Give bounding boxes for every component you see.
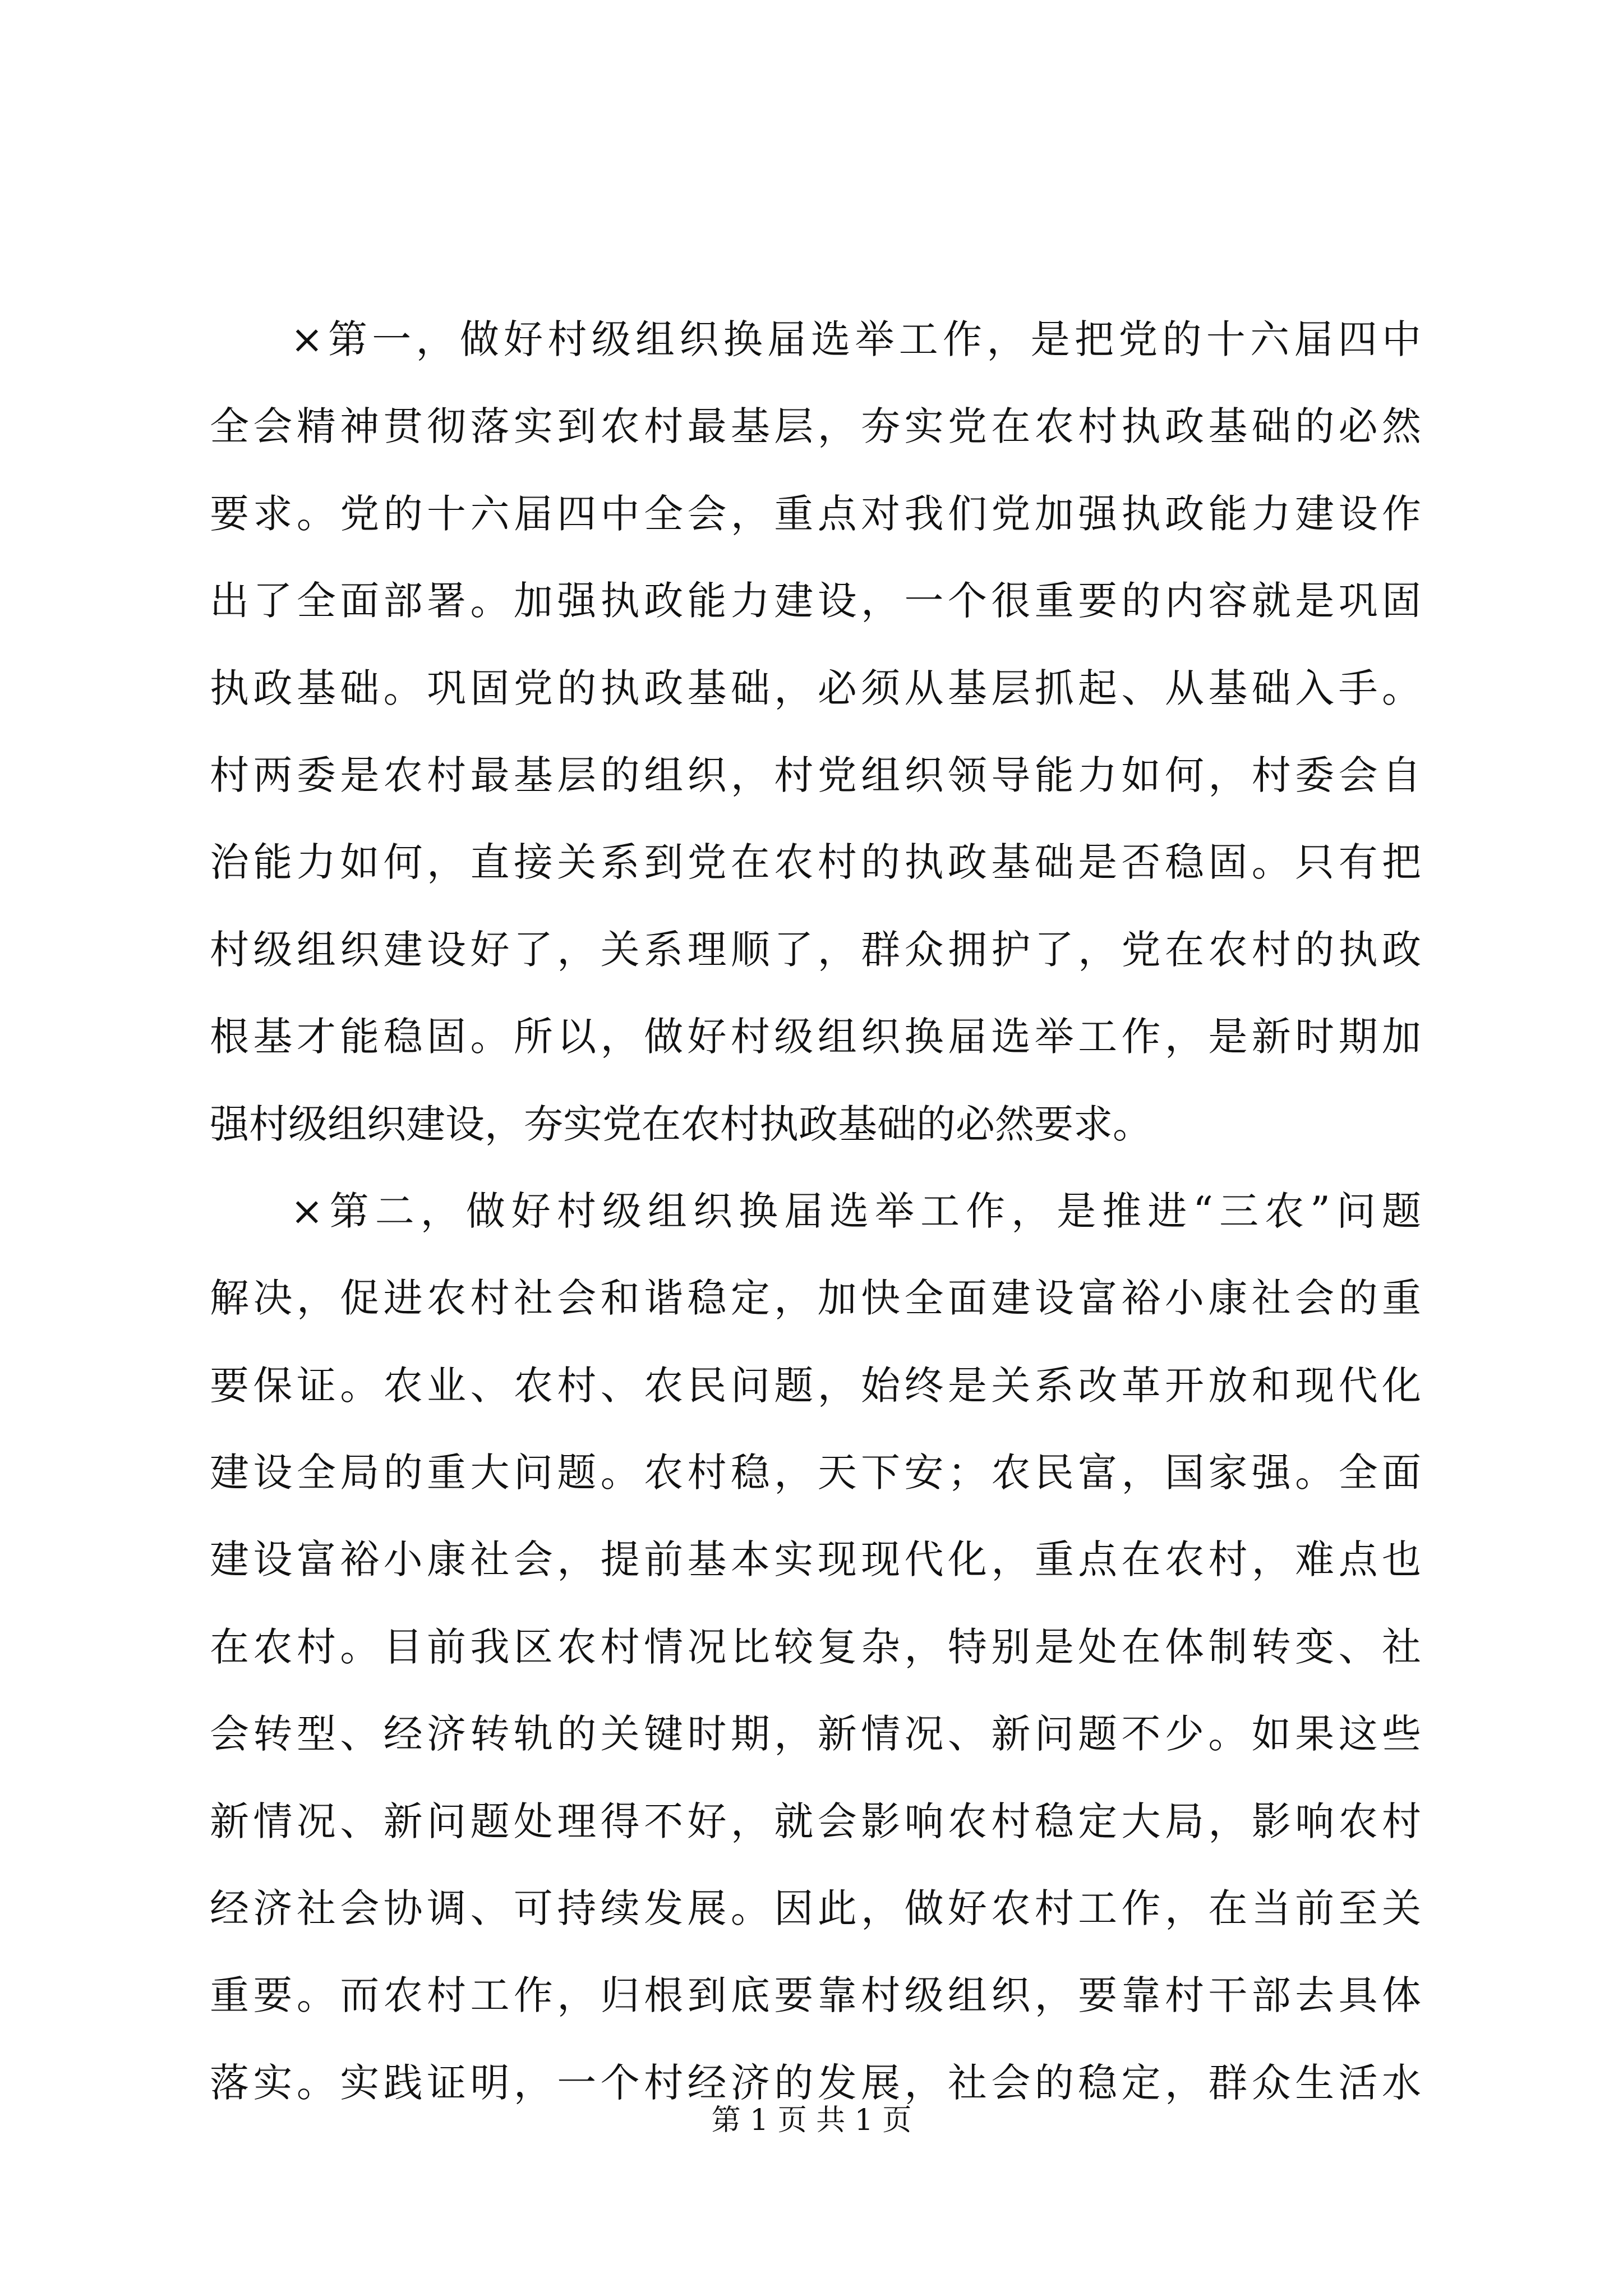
paragraph-1-line: 根基才能稳固。所以，做好村级组织换届选举工作，是新时期加 [210, 1014, 1421, 1060]
paragraph-1-line: 全会精神贯彻落实到农村最基层，夯实党在农村执政基础的必然 [210, 403, 1421, 450]
page-footer: 第 1 页 共 1 页 [711, 2104, 912, 2137]
paragraph-2-line: 会转型、经济转轨的关键时期，新情况、新问题不少。如果这些 [210, 1711, 1421, 1757]
paragraph-2-line: 在农村。目前我区农村情况比较复杂，特别是处在体制转变、社 [210, 1623, 1421, 1670]
paragraph-2-line: 重要。而农村工作，归根到底要靠村级组织，要靠村干部去具体 [210, 1972, 1421, 2019]
paragraph-1-line: 强村级组织建设，夯实党在农村执政基础的必然要求。 [210, 1101, 1152, 1147]
paragraph-1-line: 执政基础。巩固党的执政基础，必须从基层抓起、从基础入手。 [210, 665, 1421, 711]
paragraph-1-line: 村级组织建设好了，关系理顺了，群众拥护了，党在农村的执政 [210, 926, 1421, 973]
paragraph-2-line: 落实。实践证明，一个村经济的发展，社会的稳定，群众生活水 [210, 2059, 1421, 2106]
paragraph-2-line: ×第二，做好村级组织换届选举工作，是推进“三农”问题 [291, 1188, 1421, 1234]
paragraph-1-line: 要求。党的十六届四中全会，重点对我们党加强执政能力建设作 [210, 490, 1421, 537]
paragraph-2-line: 建设全局的重大问题。农村稳，天下安；农民富，国家强。全面 [210, 1450, 1421, 1496]
paragraph-1-line: 治能力如何，直接关系到党在农村的执政基础是否稳固。只有把 [210, 839, 1421, 886]
paragraph-2-line: 新情况、新问题处理得不好，就会影响农村稳定大局，影响农村 [210, 1798, 1421, 1844]
paragraph-1-line: 村两委是农村最基层的组织，村党组织领导能力如何，村委会自 [210, 752, 1421, 798]
paragraph-1-line: 出了全面部署。加强执政能力建设，一个很重要的内容就是巩固 [210, 578, 1421, 624]
paragraph-2-line: 经济社会协调、可持续发展。因此，做好农村工作，在当前至关 [210, 1885, 1421, 1932]
paragraph-2-line: 建设富裕小康社会，提前基本实现现代化，重点在农村，难点也 [210, 1536, 1421, 1583]
body-text [210, 296, 1421, 2127]
paragraph-1-line: ×第一，做好村级组织换届选举工作，是把党的十六届四中 [291, 316, 1421, 362]
paragraph-2-line: 解决，促进农村社会和谐稳定，加快全面建设富裕小康社会的重 [210, 1275, 1421, 1322]
paragraph-2-line: 要保证。农业、农村、农民问题，始终是关系改革开放和现代化 [210, 1362, 1421, 1409]
